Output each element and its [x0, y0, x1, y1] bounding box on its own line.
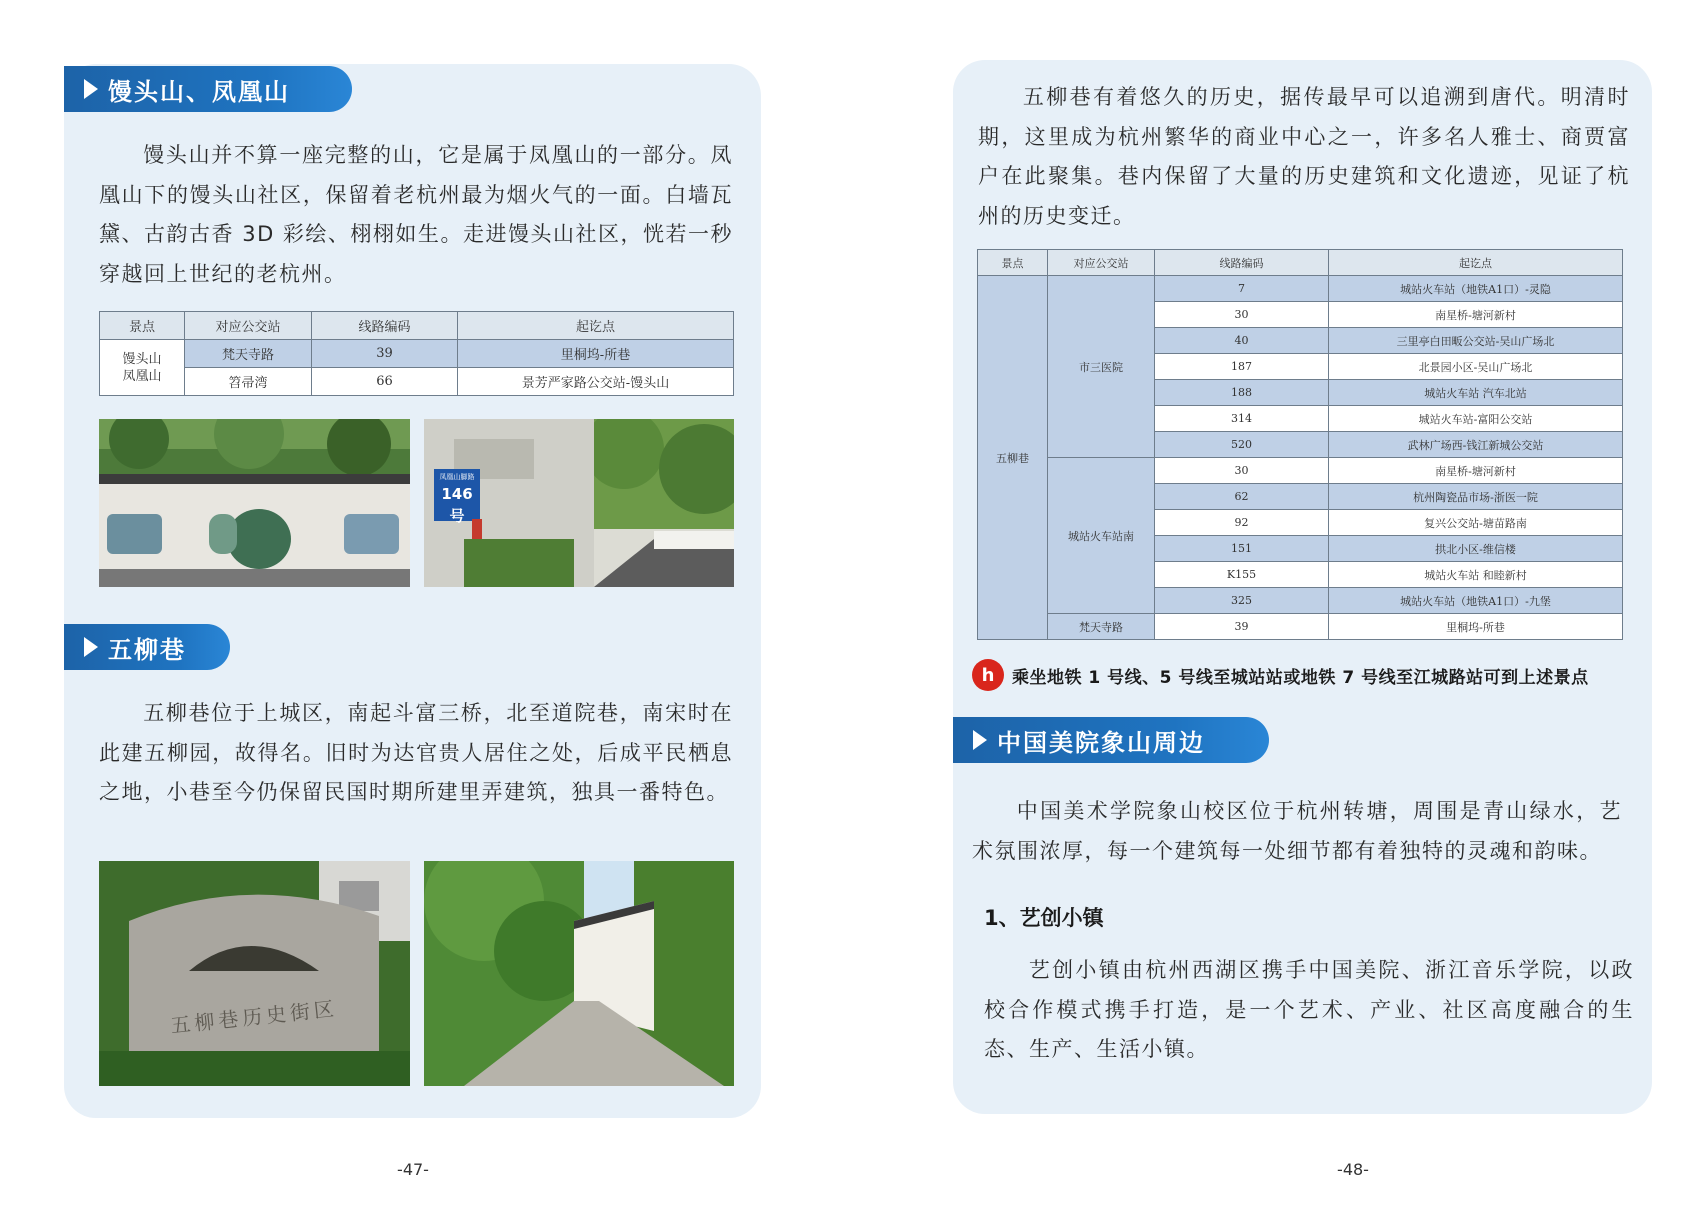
- code-cell: 92: [1155, 510, 1329, 536]
- route-cell: 里桐坞-所巷: [458, 340, 734, 368]
- stone-monument-photo: [99, 861, 410, 1086]
- table-header-row: [978, 250, 1623, 276]
- sign-street-text: 凤凰山脚路: [439, 473, 475, 481]
- section-title-text: 五柳巷: [108, 635, 186, 664]
- section-title-mantoushan: [64, 66, 352, 112]
- route-cell: 北景园小区-吴山广场北: [1329, 354, 1623, 380]
- table-header: 景点: [978, 250, 1048, 276]
- code-cell: 325: [1155, 588, 1329, 614]
- code-cell: 30: [1155, 302, 1329, 328]
- route-cell: 城站火车站（地铁A1口）-九堡: [1329, 588, 1623, 614]
- table-header: 对应公交站: [1048, 250, 1155, 276]
- route-cell: 武林广场西-钱江新城公交站: [1329, 432, 1623, 458]
- paragraph-text: 五柳巷位于上城区，南起斗富三桥，北至道院巷，南宋时在此建五柳园，故得名。旧时为达官贵人居住之处，后成平民栖息之地，小巷至今仍保留民国时期所建里弄建筑，独具一番特色。: [99, 701, 733, 804]
- alley-street-photo: [424, 861, 734, 1086]
- wuliuxiang-paragraph: [99, 694, 733, 813]
- route-cell: 复兴公交站-塘苗路南: [1329, 510, 1623, 536]
- code-cell: 188: [1155, 380, 1329, 406]
- table-header: 起讫点: [1329, 250, 1623, 276]
- table-header: 对应公交站: [185, 312, 312, 340]
- bus-table-mantoushan: [99, 311, 734, 396]
- route-cell: 杭州陶瓷品市场-浙医一院: [1329, 484, 1623, 510]
- station-cell: 梵天寺路: [1048, 614, 1155, 640]
- painted-wall-photo: [99, 419, 410, 587]
- route-cell: 景芳严家路公交站-馒头山: [458, 368, 734, 396]
- table-header: 起讫点: [458, 312, 734, 340]
- route-cell: 城站火车站 汽车北站: [1329, 380, 1623, 406]
- section-title-text: 馒头山、凤凰山: [108, 77, 290, 106]
- paragraph-text: 中国美术学院象山校区位于杭州转塘，周围是青山绿水，艺术氛围浓厚，每一个建筑每一处细节都有着独特的灵魂和韵味。: [972, 799, 1622, 863]
- xiangshan-paragraph: [972, 792, 1622, 871]
- mantoushan-paragraph: [99, 136, 733, 294]
- table-row: [100, 340, 734, 368]
- route-cell: 南星桥-塘河新村: [1329, 458, 1623, 484]
- table-row: [978, 458, 1623, 484]
- route-cell: 城站火车站-富阳公交站: [1329, 406, 1623, 432]
- metro-note: [972, 657, 1589, 693]
- code-cell: 66: [312, 368, 458, 396]
- triangle-marker-icon: [84, 637, 98, 657]
- paragraph-text: 馒头山并不算一座完整的山，它是属于凤凰山的一部分。凤凰山下的馒头山社区，保留着老杭州最为烟火气的一面。白墙瓦黛、古韵古香 3D 彩绘、栩栩如生。走进馒头山社区，恍若一秒穿越回上世纪的老杭州。: [99, 143, 733, 286]
- section-title-wuliuxiang: [64, 624, 230, 670]
- code-cell: 7: [1155, 276, 1329, 302]
- page-number: -47-: [397, 1160, 429, 1179]
- code-cell: 39: [1155, 614, 1329, 640]
- table-header-row: [100, 312, 734, 340]
- page-number: -48-: [1337, 1160, 1369, 1179]
- code-cell: 39: [312, 340, 458, 368]
- stone-inscription: 五柳巷历史街区: [169, 996, 339, 1038]
- yichuang-paragraph: [984, 951, 1634, 1070]
- route-cell: 拱北小区-维信楼: [1329, 536, 1623, 562]
- code-cell: 40: [1155, 328, 1329, 354]
- route-cell: 里桐坞-所巷: [1329, 614, 1623, 640]
- table-row: [100, 368, 734, 396]
- house-number-sign-photo: [424, 419, 734, 587]
- code-cell: 314: [1155, 406, 1329, 432]
- route-cell: 城站火车站（地铁A1口）-灵隐: [1329, 276, 1623, 302]
- spot-cell: 五柳巷: [978, 276, 1048, 640]
- station-cell: 梵天寺路: [185, 340, 312, 368]
- station-cell: 笤帚湾: [185, 368, 312, 396]
- station-cell: 市三医院: [1048, 276, 1155, 458]
- house-number-sign: [434, 471, 480, 527]
- section-title-text: 中国美院象山周边: [997, 728, 1205, 757]
- route-cell: 三里亭白田畈公交站-吴山广场北: [1329, 328, 1623, 354]
- code-cell: 187: [1155, 354, 1329, 380]
- hangzhou-metro-logo-icon: h: [972, 659, 1004, 691]
- route-cell: 城站火车站 和睦新村: [1329, 562, 1623, 588]
- paragraph-text: 艺创小镇由杭州西湖区携手中国美院、浙江音乐学院，以政校合作模式携手打造，是一个艺术、产业、社区高度融合的生态、生产、生活小镇。: [984, 958, 1634, 1061]
- paragraph-text: 五柳巷有着悠久的历史，据传最早可以追溯到唐代。明清时期，这里成为杭州繁华的商业中心之一，许多名人雅士、商贾富户在此聚集。巷内保留了大量的历史建筑和文化遗迹，见证了杭州的历史变迁。: [978, 85, 1630, 228]
- route-cell: 南星桥-塘河新村: [1329, 302, 1623, 328]
- triangle-marker-icon: [973, 730, 987, 750]
- sign-number-text: 146号: [441, 485, 473, 525]
- table-row: [978, 276, 1623, 302]
- bus-table-wuliuxiang: [977, 249, 1623, 640]
- subsection-title: 1、艺创小镇: [984, 906, 1104, 930]
- metro-note-text: 乘坐地铁 1 号线、5 号线至城站站或地铁 7 号线至江城路站可到上述景点: [1012, 667, 1589, 688]
- code-cell: 151: [1155, 536, 1329, 562]
- triangle-marker-icon: [84, 79, 98, 99]
- code-cell: 62: [1155, 484, 1329, 510]
- code-cell: 520: [1155, 432, 1329, 458]
- table-header: 景点: [100, 312, 185, 340]
- table-header: 线路编码: [1155, 250, 1329, 276]
- station-cell: 城站火车站南: [1048, 458, 1155, 614]
- wuliuxiang-history-paragraph: [978, 78, 1630, 236]
- table-row: [978, 614, 1623, 640]
- table-header: 线路编码: [312, 312, 458, 340]
- section-title-xiangshan: [953, 717, 1269, 763]
- spot-cell: 馒头山 凤凰山: [100, 340, 185, 396]
- code-cell: 30: [1155, 458, 1329, 484]
- code-cell: K155: [1155, 562, 1329, 588]
